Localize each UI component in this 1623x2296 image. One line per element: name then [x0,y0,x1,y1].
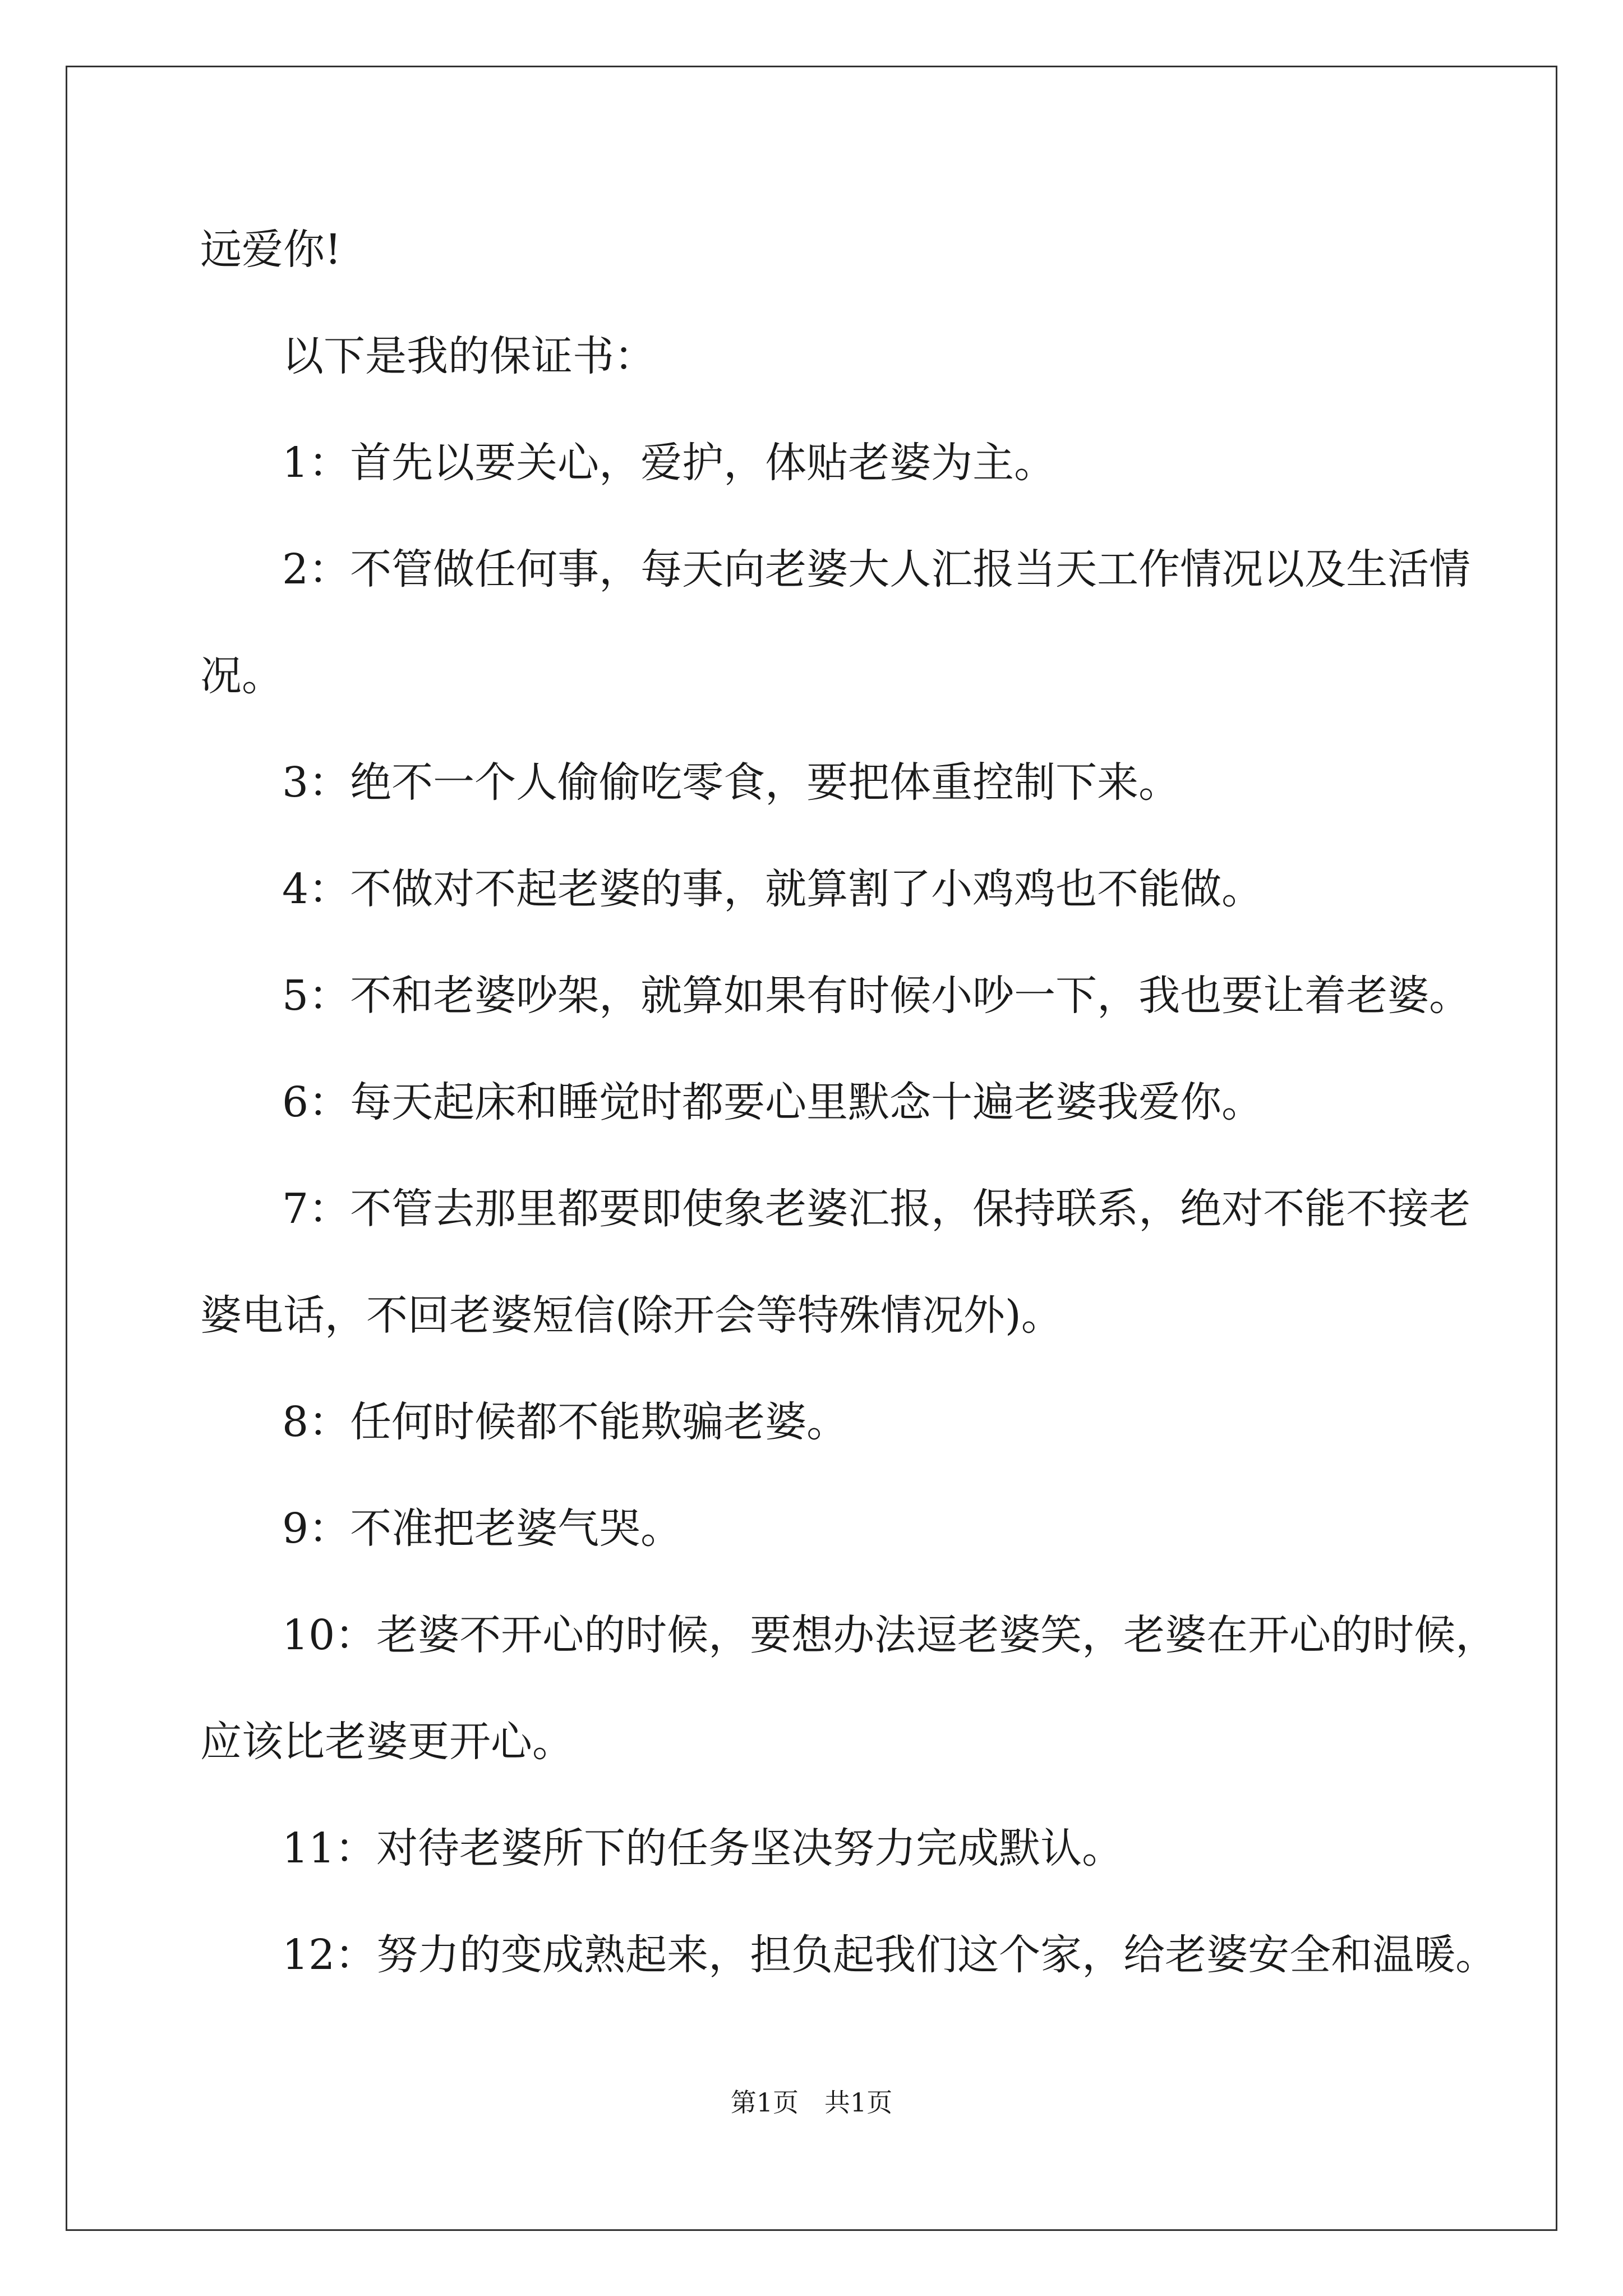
page-total: 共1页 [824,2087,893,2118]
text-line: 况。 [200,652,283,700]
text-line: 3：绝不一个人偷偷吃零食，要把体重控制下来。 [282,758,1181,807]
text-line: 12：努力的变成熟起来，担负起我们这个家，给老婆安全和温暖。 [282,1931,1497,1979]
text-line: 婆电话，不回老婆短信(除开会等特殊情况外)。 [200,1291,1063,1340]
text-line: 8：任何时候都不能欺骗老婆。 [282,1398,849,1446]
text-line: 2：不管做任何事，每天向老婆大人汇报当天工作情况以及生活情 [282,545,1471,593]
text-line: 11：对待老婆所下的任务坚决努力完成默认。 [282,1824,1124,1872]
text-line: 应该比老婆更开心。 [200,1718,574,1766]
page-number: 第1页 [730,2087,799,2118]
text-line: 9：不准把老婆气哭。 [282,1504,683,1553]
text-line: 10：老婆不开心的时候，要想办法逗老婆笑，老婆在开心的时候， [282,1611,1497,1659]
text-line: 4：不做对不起老婆的事，就算割了小鸡鸡也不能做。 [282,865,1264,913]
text-line: 以下是我的保证书： [282,332,656,380]
text-line: 6：每天起床和睡觉时都要心里默念十遍老婆我爱你。 [282,1078,1264,1126]
text-line: 7：不管去那里都要即使象老婆汇报，保持联系，绝对不能不接老 [282,1185,1471,1233]
text-line: 5：不和老婆吵架，就算如果有时候小吵一下，我也要让着老婆。 [282,972,1471,1020]
text-line: 远爱你! [200,226,342,274]
page-border [66,66,1557,2231]
text-line: 1：首先以要关心，爱护，体贴老婆为主。 [282,439,1056,487]
page-footer [0,2086,1623,2119]
